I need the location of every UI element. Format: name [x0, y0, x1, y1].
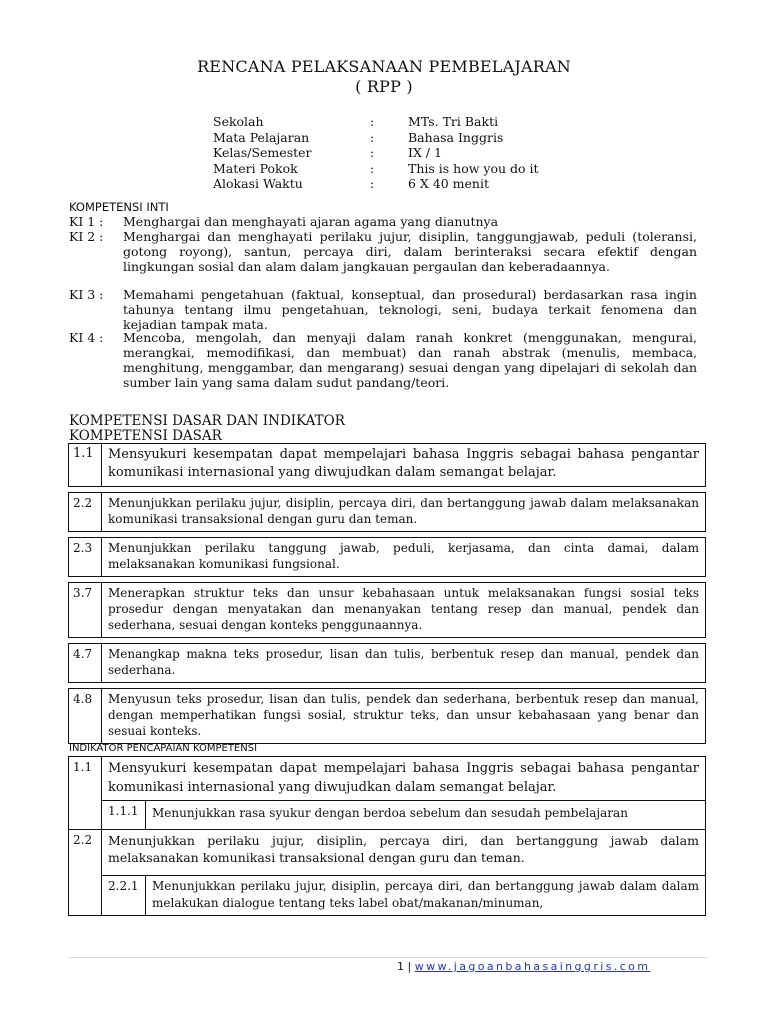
ki-item-1	[69, 214, 697, 229]
kd-row	[69, 644, 706, 683]
kd-text: Menerapkan struktur teks dan unsur kebahasaan untuk melaksanakan fungsi sosial teks prosedur dengan menyatakan dan menanyakan tentang resep dan manual, pendek dan sederhana, sesuai dengan konteks penggunaannya.	[102, 583, 706, 638]
info-separator: :	[370, 129, 375, 145]
ipk-heading: INDIKATOR PENCAPAIAN KOMPETENSI	[69, 743, 258, 754]
info-separator: :	[370, 145, 375, 160]
ipk-subrow	[69, 876, 706, 916]
kd-number: 2.2	[69, 493, 102, 532]
ipk-sub-number: 1.1.1	[102, 801, 146, 830]
info-value: IX / 1	[408, 145, 442, 160]
ki-text: Mencoba, mengolah, dan menyaji dalam ranah konkret (menggunakan, mengurai, merangkai, memodifikasi, dan membuat) dan ranah abstrak (menulis, membaca, menghitung, menggambar, dan mengarang) sesuai dengan yang dipelajari di sekolah dan sumber lain yang sama dalam sudut pandang/teori.	[123, 330, 697, 390]
kd-number: 4.7	[69, 644, 102, 683]
info-value: Bahasa Inggris	[408, 129, 504, 145]
ki-item-4	[69, 330, 697, 390]
kd-row	[69, 583, 706, 638]
website-link[interactable]: www.jagoanbahasainggris.com	[414, 960, 651, 973]
info-separator: :	[370, 160, 375, 176]
info-separator: :	[370, 176, 375, 191]
info-row-materi	[213, 161, 539, 177]
document-subtitle: ( RPP )	[355, 77, 413, 96]
info-value: MTs. Tri Bakti	[408, 114, 499, 129]
kd-subheading: KOMPETENSI DASAR	[69, 428, 222, 444]
ipk-table	[68, 756, 706, 916]
ipk-sub-text: Menunjukkan rasa syukur dengan berdoa sebelum dan sesudah pembelajaran	[146, 801, 706, 830]
ki-number: KI 2 :	[69, 229, 104, 244]
kd-text: Menunjukkan perilaku tanggung jawab, peduli, kerjasama, dan cinta damai, dalam melaksanakan komunikasi fungsional.	[102, 538, 706, 577]
info-label: Materi Pokok	[213, 160, 298, 176]
ipk-row	[69, 830, 706, 876]
footer-separator: |	[407, 960, 412, 973]
ki-number: KI 4 :	[69, 330, 104, 345]
info-row-alokasi	[213, 176, 539, 192]
kd-text: Menangkap makna teks prosedur, lisan dan tulis, berbentuk resep dan manual, pendek dan sederhana.	[102, 644, 706, 683]
info-value: This is how you do it	[408, 160, 539, 176]
ki-text: Memahami pengetahuan (faktual, konseptual, dan prosedural) berdasarkan rasa ingin tahunya tentang ilmu pengetahuan, teknologi, seni, budaya terkait fenomena dan kejadian tampak mata.	[123, 287, 697, 332]
ipk-sub-text: Menunjukkan perilaku jujur, disiplin, percaya diri, dan bertanggung jawab dalam dalam melakukan dialogue tentang teks label obat/makanan/minuman,	[146, 876, 706, 916]
ipk-text: Menunjukkan perilaku jujur, disiplin, percaya diri, dan bertanggung jawab dalam melaksanakan komunikasi transaksional dengan guru dan teman.	[102, 830, 706, 876]
document-title: RENCANA PELAKSANAAN PEMBELAJARAN	[197, 57, 571, 76]
info-label: Kelas/Semester	[213, 145, 312, 160]
page-footer	[397, 960, 650, 973]
ipk-row	[69, 757, 706, 801]
kd-number: 3.7	[69, 583, 102, 638]
info-separator: :	[370, 114, 375, 129]
kd-number: 4.8	[69, 689, 102, 744]
ipk-number: 1.1	[69, 757, 102, 830]
footer-divider	[69, 957, 707, 958]
info-label: Mata Pelajaran	[213, 129, 310, 145]
page-number: 1	[397, 960, 404, 973]
ki-item-3	[69, 287, 697, 332]
kd-text: Mensyukuri kesempatan dapat mempelajari bahasa Inggris sebagai bahasa pengantar komunikasi internasional yang diwujudkan dalam semangat belajar.	[102, 444, 706, 487]
ki-heading: KOMPETENSI INTI	[69, 200, 169, 214]
kd-number: 2.3	[69, 538, 102, 577]
ki-text: Menghargai dan menghayati ajaran agama yang dianutnya	[123, 214, 499, 229]
info-block	[213, 114, 539, 192]
kd-row	[69, 689, 706, 744]
info-row-kelas	[213, 145, 539, 161]
ipk-text: Mensyukuri kesempatan dapat mempelajari bahasa Inggris sebagai bahasa pengantar komunikasi internasional yang diwujudkan dalam semangat belajar.	[102, 757, 706, 801]
ki-number: KI 1 :	[69, 214, 104, 229]
kd-table	[68, 443, 706, 744]
ki-text: Menghargai dan menghayati perilaku jujur, disiplin, tanggungjawab, peduli (toleransi, gotong royong), santun, percaya diri, dalam berinteraksi secara efektif dengan lingkungan sosial dan alam dalam jangkauan pergaulan dan keberadaannya.	[123, 229, 697, 274]
ki-item-2	[69, 229, 697, 274]
ki-number: KI 3 :	[69, 287, 104, 302]
kd-row	[69, 538, 706, 577]
kd-row	[69, 444, 706, 487]
kd-heading: KOMPETENSI DASAR DAN INDIKATOR	[69, 413, 345, 429]
info-row-mapel	[213, 130, 539, 146]
info-label: Alokasi Waktu	[213, 176, 303, 191]
ipk-subrow	[69, 801, 706, 830]
info-label: Sekolah	[213, 114, 264, 129]
kd-text: Menyusun teks prosedur, lisan dan tulis, pendek dan sederhana, berbentuk resep dan manual, dengan memperhatikan fungsi sosial, struktur teks, dan unsur kebahasaan yang benar dan sesuai konteks.	[102, 689, 706, 744]
ipk-sub-number: 2.2.1	[102, 876, 146, 916]
kd-text: Menunjukkan perilaku jujur, disiplin, percaya diri, dan bertanggung jawab dalam melaksanakan komunikasi transaksional dengan guru dan teman.	[102, 493, 706, 532]
info-value: 6 X 40 menit	[408, 176, 489, 191]
info-row-sekolah	[213, 114, 539, 130]
kd-number: 1.1	[69, 444, 102, 487]
kd-row	[69, 493, 706, 532]
ipk-number: 2.2	[69, 830, 102, 916]
